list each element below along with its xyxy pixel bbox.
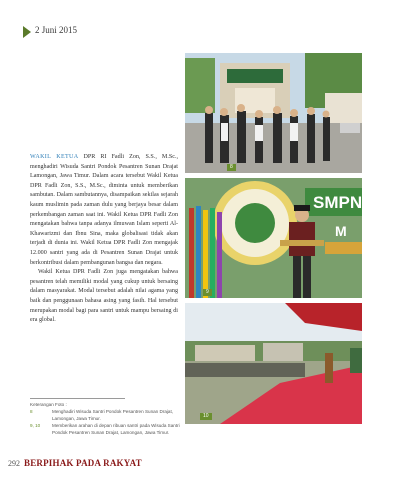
caption-key: 9, 10 [30, 423, 41, 428]
paragraph-1-text: DPR RI Fadli Zon, S.S., M.Sc., menghadiri Wisuda Santri Pondok Pesantren Sunan Drajat Lamongan, Jawa Timur. Dalam acara tersebut Wakil Ketua DPR Fadli Zon, S.S., M.Sc., diminta untuk memberikan sambutan. Dalam sambutannya, disampaikan sekilas sejarah kaum muslimin pada zaman dulu yang berjaya besar dalam perkembangan zaman saat ini. Wakil Ketua DPR Fadli Zon mengatakan bahwa tanpa adanya ilmuwan Islam seperti Al-Khawarizmi dan Ibnu Sina, maka globalisasi tidak akan terjadi di dunia ini. Wakil Ketua DPR Fadli Zon mengajak 12.000 santri yang ada di Pesantren Sunan Drajat untuk berkontribusi dalam pembangunan bangsa dan negara. [30, 154, 178, 266]
photo-1-illustration [185, 53, 362, 173]
photo-outdoor-ceremony [185, 303, 362, 424]
caption-divider [30, 398, 125, 399]
photo-number-badge: 9 [203, 289, 212, 296]
lead-in: WAKIL KETUA [30, 154, 79, 160]
photo-speech-podium [185, 178, 362, 298]
page-number: 292 [8, 459, 20, 468]
banner-text-m: M [335, 223, 347, 239]
photo-number-badge: 8 [227, 164, 236, 171]
caption-row [30, 408, 180, 422]
caption-text: Menghadiri Wisuda Santri Pondok Pesantren Sunan Drajat, Lamongan, Jawa Timur. [52, 409, 174, 421]
paragraph-2: Wakil Ketua DPR Fadli Zon juga mengatakan bahwa pesantren telah memiliki modal yang cukup untuk bersaing dalam masyarakat. Modal tersebut adalah nilai agama yang baik dan penggunaan bahasa asing yang fasih. Hal tersebut merupakan modal bagi para santri untuk mampu bersaing di era global. [30, 269, 178, 324]
page-footer [8, 458, 142, 468]
article-body [30, 153, 178, 326]
photo-santri-graduation-gate [185, 53, 362, 173]
header-date: 2 Juni 2015 [35, 25, 78, 35]
caption-row [30, 422, 180, 436]
photo-3-illustration [185, 303, 362, 424]
photo-captions [30, 401, 180, 436]
caption-key: 8 [30, 409, 33, 414]
publication-brand: BERPIHAK PADA RAKYAT [24, 458, 142, 468]
header-arrow-icon [23, 26, 31, 38]
paragraph-1 [30, 153, 178, 268]
caption-title: Keterangan Foto : [30, 402, 67, 407]
caption-text: Memberikan arahan di depan ribuan santri pada Wisuda Santri Pondok Pesantren Sunan Drajat, Lamongan, Jawa Timur. [52, 423, 180, 435]
banner-text-smpn: SMPN [313, 193, 362, 212]
photo-number-badge: 10 [200, 413, 212, 420]
photo-2-illustration [185, 178, 362, 298]
